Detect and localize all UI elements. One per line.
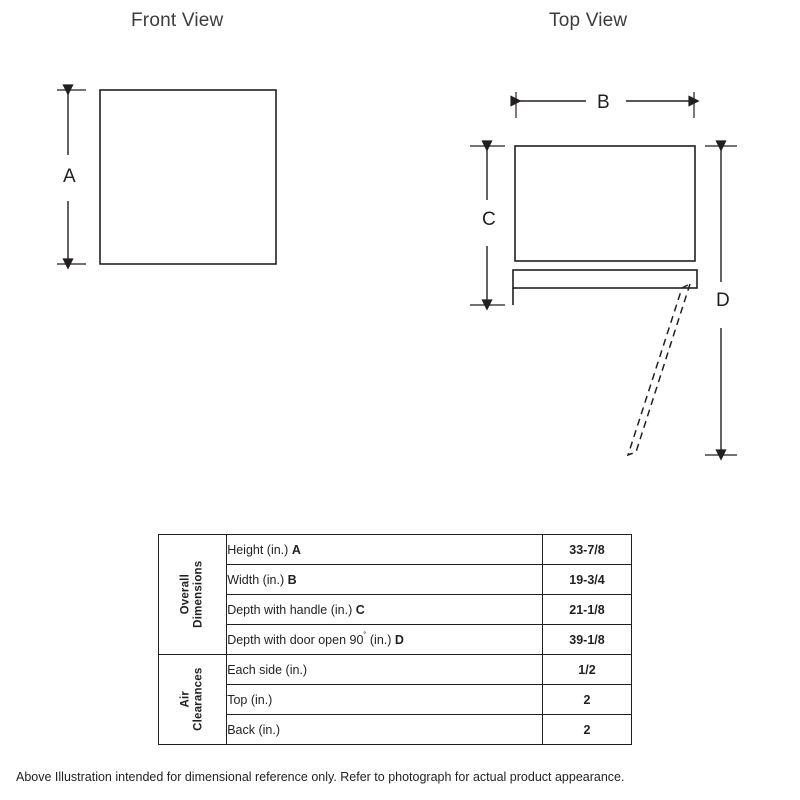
table-row <box>159 625 632 655</box>
open-door-dashed-outline <box>628 284 690 455</box>
top-view-title: Top View <box>549 10 628 31</box>
row-label-height <box>227 535 543 565</box>
row-label-letter: C <box>355 602 365 617</box>
top-view-handle-bar <box>513 270 697 305</box>
table-row <box>159 595 632 625</box>
row-value-depth-door-open: 39-1/8 <box>543 625 632 655</box>
row-label-depth-door-open <box>227 625 543 655</box>
row-value-top: 2 <box>543 685 632 715</box>
row-label-depth-handle <box>227 595 543 625</box>
group-label-line2: Dimensions <box>192 560 205 629</box>
row-label-width <box>227 565 543 595</box>
row-label-each-side <box>227 655 543 685</box>
table-row <box>159 715 632 745</box>
top-view-body-outline <box>515 146 695 261</box>
row-value-height: 33-7/8 <box>543 535 632 565</box>
row-label-letter: B <box>287 572 297 587</box>
row-label-text: Top (in.) <box>227 692 273 707</box>
group-label-overall-dimensions <box>159 535 227 655</box>
dimension-label-c: C <box>482 209 496 230</box>
row-label-text: Depth with handle (in.) <box>227 602 353 617</box>
row-label-text: Height (in.) <box>227 542 289 557</box>
row-label-text: Depth with door open 90 <box>227 633 364 648</box>
row-value-width: 19-3/4 <box>543 565 632 595</box>
row-value-depth-handle: 21-1/8 <box>543 595 632 625</box>
degree-symbol: ˚ <box>363 631 367 642</box>
table-row <box>159 535 632 565</box>
front-view-title: Front View <box>131 10 224 31</box>
front-view-body-outline <box>100 90 276 264</box>
row-label-text-tail: (in.) <box>366 633 392 648</box>
row-value-each-side: 1/2 <box>543 655 632 685</box>
group-label-air-clearances <box>159 655 227 745</box>
dimension-label-a: A <box>63 166 76 187</box>
group-label-line1: Air <box>179 691 192 708</box>
table-row <box>159 685 632 715</box>
row-label-back <box>227 715 543 745</box>
dimension-label-b: B <box>597 92 610 113</box>
table-row <box>159 655 632 685</box>
row-label-letter: A <box>291 542 301 557</box>
row-label-text: Each side (in.) <box>227 662 308 677</box>
row-label-letter: D <box>394 633 404 648</box>
row-label-top <box>227 685 543 715</box>
illustration-footnote: Above Illustration intended for dimensional reference only. Refer to photograph for actual product appearance. <box>16 770 625 784</box>
group-label-line2: Clearances <box>192 667 205 732</box>
specifications-table <box>158 534 632 745</box>
dimension-label-d: D <box>716 290 730 311</box>
row-value-back: 2 <box>543 715 632 745</box>
row-label-text: Back (in.) <box>227 722 280 737</box>
row-label-text: Width (in.) <box>227 572 285 587</box>
group-label-line1: Overall <box>179 574 192 615</box>
table-row <box>159 565 632 595</box>
